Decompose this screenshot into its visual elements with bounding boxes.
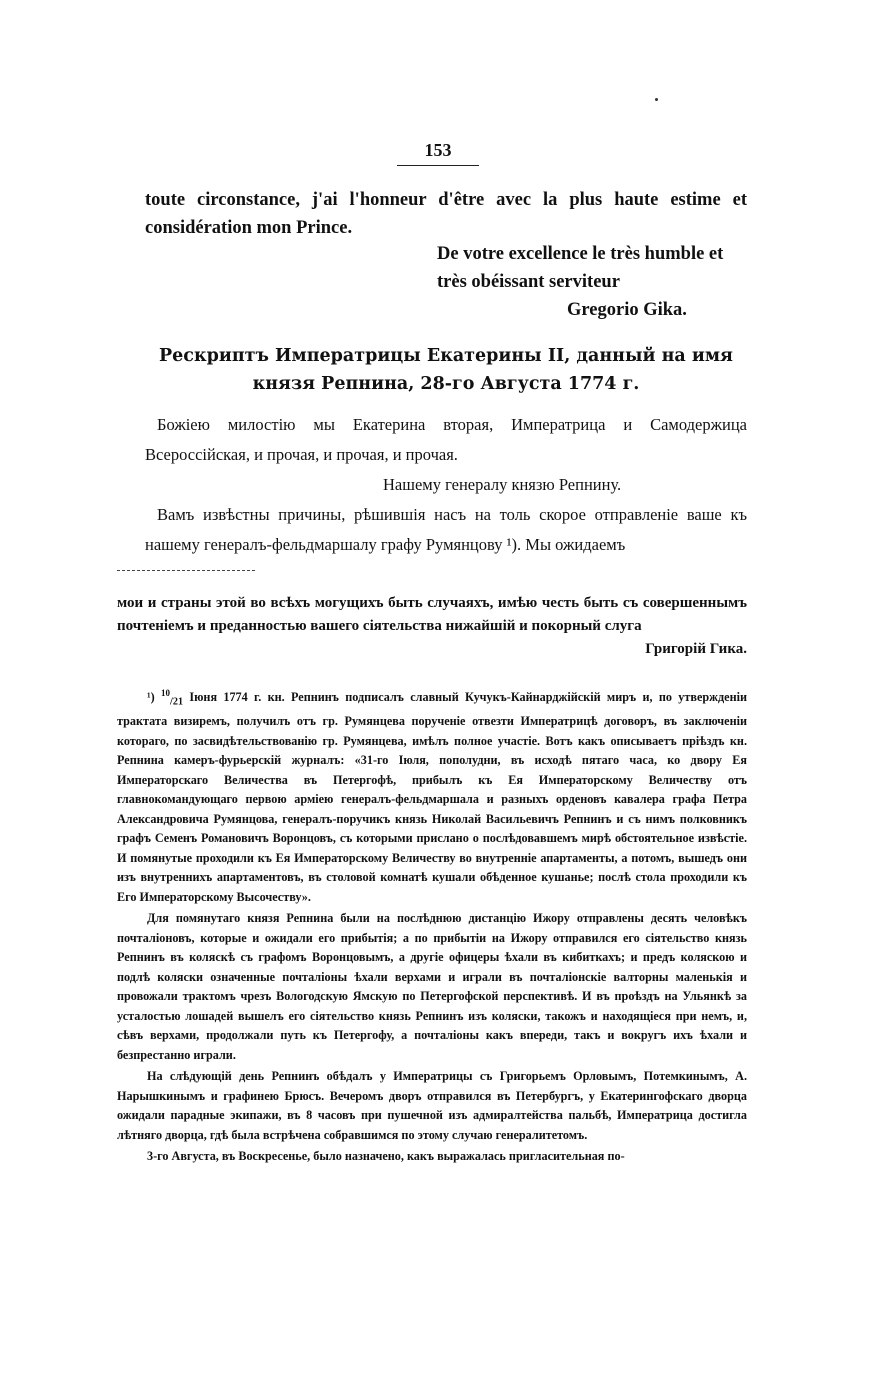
speck-mark — [655, 98, 658, 101]
section-title — [145, 342, 747, 398]
letter-continuation — [117, 592, 747, 661]
closing-signature: Gregorio Gika. — [567, 300, 687, 320]
footnote-text-1: Iюня 1774 г. кн. Репнинъ подписалъ славный Кучукъ-Кайнарджiйскiй миръ и, по утвержденiи трактата визиремъ, получилъ отъ гр. Румянцева порученiе отвезти Императрицѣ договоръ, въ заключенiи котораго, по засвидѣтельствованiю гр. Румянцева, имѣлъ полное участiе. Вотъ какъ описываетъ прiѣздъ кн. Репнина камеръ-фурьерскiй журналъ: «31-го Iюля, пополудни, въ исходѣ пятаго часа, ко двору Ея Императорскаго Величества въ Петергофѣ, прибылъ къ Ея Императорскому Величеству отъ главнокомандующаго первою армiею генералъ-фельдмаршала и разныхъ орденовъ кавалера графа Петра Александровича Румянцова, генералъ-поручикъ князь Николай Васильевичъ Репнинъ и съ нимъ полковникъ графъ Семенъ Романовичъ Воронцовъ, съ которыми прислано о послѣдовавшемъ мирѣ обстоятельное извѣстiе. И помянутые проходили къ Ея Императорскому Величеству во внутреннiе апартаменты, а потомъ, вышедъ они изъ внутреннихъ апартаментовъ, въ столовой комнатѣ кушали обѣденное кушанье; послѣ стола проходили къ Его Императорскому Высочеству». — [117, 690, 747, 904]
footnote — [117, 684, 747, 1169]
footnote-paragraph-3: На слѣдующiй день Репнинъ обѣдалъ у Императрицы съ Григорьемъ Орловымъ, Потемкинымъ, А. Нарышкинымъ и графинею Брюсъ. Вечеромъ дворъ отправился въ Петербургъ, у Екатерингофскаго дворца ожидали парадные экипажи, въ 8 часовъ при пушечной изъ адмиралтейства пальбѣ, Императрица достигла лѣтняго дворца, гдѣ была встрѣчена собравшимся по этому случаю генералитетомъ. — [117, 1069, 747, 1142]
letter-closing — [437, 240, 723, 324]
closing-line-2: très obéissant serviteur — [437, 272, 620, 292]
rescript-preamble: Божiею милостiю мы Екатерина вторая, Императрица и Самодержица Всероссiйская, и прочая, и прочая, и прочая. — [145, 415, 747, 464]
closing-line-1: De votre excellence le très humble et — [437, 244, 724, 264]
footnote-paragraph-4: 3-го Августа, въ Воскресенье, было назначено, какъ выражалась пригласительная по- — [147, 1149, 625, 1163]
section-separator — [117, 570, 255, 571]
rescript-body: Вамъ извѣстны причины, рѣшившiя насъ на толь скорое отправленiе ваше къ нашему генералъ-фельдмаршалу графу Румянцову ¹). Мы ожидаемъ — [145, 505, 747, 554]
footnote-date-sub: /21 — [170, 696, 184, 708]
footnote-date-sup: 10 — [161, 688, 171, 698]
title-line-1: Рескриптъ Императрицы Екатерины II, данный на имя — [159, 346, 733, 366]
rescript-greeting: Нашему генералу князю Репнину. — [383, 475, 622, 494]
continuation-text: мои и страны этой во всѣхъ могущихъ быть случаяхъ, имѣю честь быть съ совершеннымъ почтенiемъ и преданностью вашего сiятельства нижайшiй и покорный слуга — [117, 595, 747, 634]
title-line-2: князя Репнина, 28-го Августа 1774 г. — [252, 374, 640, 394]
page-number: 153 — [397, 140, 479, 166]
footnote-paragraph-2: Для помянутаго князя Репнина были на послѣднюю дистанцiю Ижору отправлены десять человѣкъ почталiоновъ, которые и ожидали его прибытiя; а по прибытiи на Ижору отправился его сiятельство князь Репнинъ въ коляскѣ съ графомъ Воронцовымъ, а другiе офицеры ѣхали въ кибиткахъ; и предъ коляскою и подлѣ коляски означенные почталiоны ѣхали верхами и играли въ почталiонскiе валторны маленькiя и провожали трактомъ чрезъ Вологодскую Ямскую по Петергофской перспективѣ. И въ проѣздъ на Ульянкѣ за усталостью лошадей вышелъ его сiятельство князь Репнинъ изъ коляски, такожъ и находящiеся при немъ, и, сѣвъ верхами, продолжали путь къ Петергофу, а почталiоны какъ впереди, такъ и вокругъ ихъ ѣхали и безпрестанно играли. — [117, 911, 747, 1062]
rescript-text — [145, 410, 747, 560]
french-letter-ending — [145, 186, 747, 242]
footnote-marker: ¹) — [147, 690, 155, 705]
french-letter-line: toute circonstance, j'ai l'honneur d'être avec la plus haute estime et considération mon Prince. — [145, 190, 747, 238]
continuation-signature: Григорiй Гика. — [645, 641, 747, 657]
footnote-paragraph-1 — [117, 684, 747, 907]
